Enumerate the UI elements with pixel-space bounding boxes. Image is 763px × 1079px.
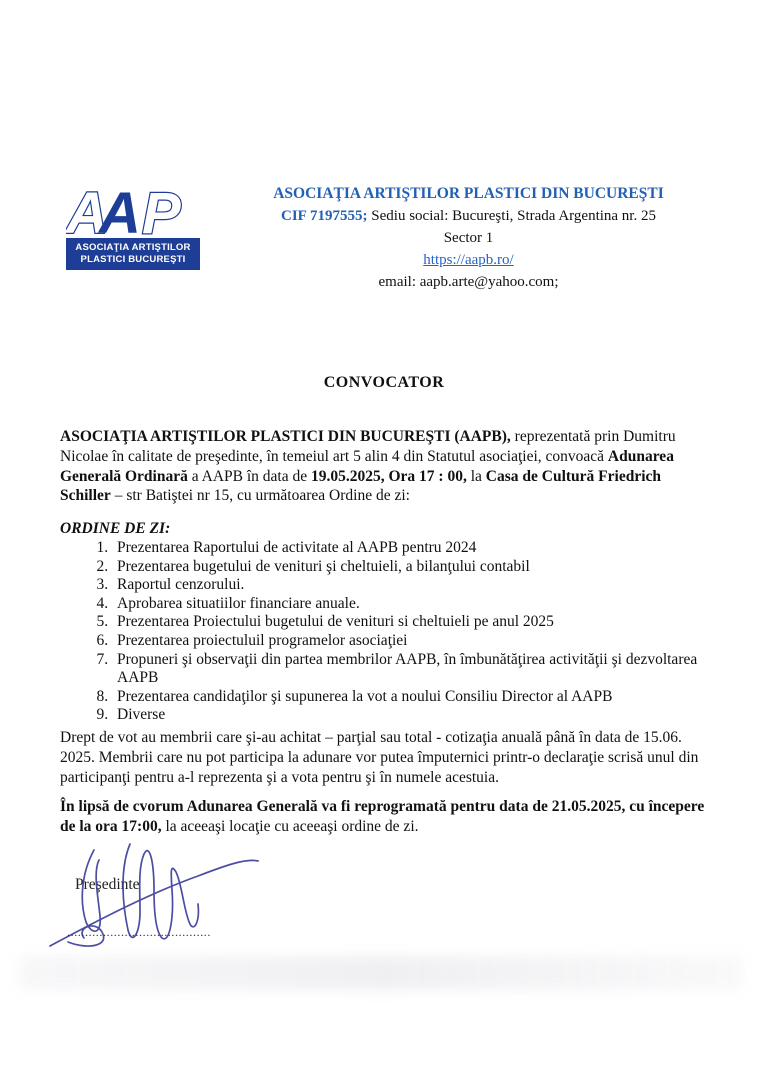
agenda-item-6: 6. Prezentarea proiectuluil programelor asociaţiei — [112, 632, 708, 651]
logo-letter-a-solid: A — [99, 183, 141, 237]
signature-dotted-line: ........................................ — [67, 925, 211, 939]
document-title: CONVOCATOR — [323, 374, 445, 391]
logo-banner-line1: ASOCIAŢIA ARTIŞTILOR — [75, 242, 191, 253]
agenda-item-8: 8. Prezentarea candidaţilor şi supunerea la vot a noului Consiliu Director al AAPB — [112, 688, 708, 707]
cif-address-line — [236, 205, 701, 227]
agenda-heading: ORDINE DE ZI: — [60, 520, 171, 537]
intro-text-1: reprezentată prin Dumitru Nicolae în calitate de preşedinte, în temeiul art 5 alin 4 din Statutul asociaţiei, convoacă — [60, 428, 676, 465]
intro-date-bold: 19.05.2025, Ora 17 : 00, — [311, 467, 467, 485]
intro-text-3: la — [466, 467, 486, 485]
logo-banner-line2: PLASTICI BUCUREŞTI — [80, 254, 186, 265]
website-link[interactable]: https://aapb.ro/ — [423, 252, 514, 268]
intro-org-bold: ASOCIAŢIA ARTIŞTILOR PLASTICI DIN BUCUREŞTI (AAPB), — [60, 428, 511, 445]
agenda-item-7: 7. Propuneri şi observaţii din partea membrilor AAPB, în îmbunătăţirea activităţii şi dezvoltarea AAPB — [112, 651, 708, 688]
president-label: Preşedinte — [75, 876, 140, 893]
agenda-item-1: 1. Prezentarea Raportului de activitate al AAPB pentru 2024 — [112, 539, 708, 558]
logo-banner — [66, 238, 200, 270]
scan-noise-artifact — [20, 956, 743, 990]
org-email: email: aapb.arte@yahoo.com; — [378, 274, 559, 290]
agenda-item-4: 4. Aprobarea situatiilor financiare anuale. — [112, 595, 708, 614]
org-address: Sediu social: Bucureşti, Strada Argentina nr. 25 — [367, 208, 656, 224]
intro-text-4: – str Batiştei nr 15, cu următoarea Ordine de zi: — [110, 487, 410, 505]
org-sector: Sector 1 — [443, 230, 494, 246]
agenda-item-3: 3. Raportul cenzorului. — [112, 576, 708, 595]
intro-venue-bold: Casa de Cultură Friedrich Schiller — [60, 467, 662, 505]
agenda-list — [60, 539, 708, 725]
logo-letter-a-outline: A — [66, 183, 108, 237]
header-contact-block — [236, 183, 701, 293]
document-header — [66, 183, 701, 293]
voting-rights-paragraph: Drept de vot au membrii care şi-au achitat – parţial sau total - cotizaţia anuală până în data de 15.06. 2025. Membrii care nu pot participa la adunare vor putea împuternici printr-o declaraţie scrisă unul din participanţi pentru a-l reprezenta şi a vota pentru şi în numele acestuia. — [60, 729, 699, 786]
reschedule-regular: la aceeaşi locaţie cu aceeaşi ordine de zi. — [161, 817, 419, 835]
reschedule-bold: În lipsă de cvorum Adunarea Generală va fi reprogramată pentru data de 21.05.2025, cu începere de la ora 17:00, — [60, 798, 705, 835]
agenda-item-2: 2. Prezentarea bugetului de venituri şi cheltuieli, a bilanţului contabil — [112, 558, 708, 577]
intro-text-2: a AAPB în data de — [187, 467, 311, 485]
aapb-logo-letters-icon — [66, 183, 200, 237]
agenda-item-9: 9. Diverse — [112, 706, 708, 725]
org-name: ASOCIAŢIA ARTIŞTILOR PLASTICI DIN BUCUREŞTI — [273, 185, 664, 202]
logo-letter-p-outline: P — [142, 183, 181, 237]
cif-number: CIF 7197555; — [281, 208, 368, 224]
intro-paragraph — [60, 427, 710, 506]
reschedule-paragraph — [60, 797, 712, 837]
agenda-item-5: 5. Prezentarea Proiectului bugetului de venituri si cheltuieli pe anul 2025 — [112, 613, 708, 632]
intro-assembly-bold: Adunarea Generală Ordinară — [60, 447, 674, 485]
aapb-logo — [66, 183, 202, 270]
